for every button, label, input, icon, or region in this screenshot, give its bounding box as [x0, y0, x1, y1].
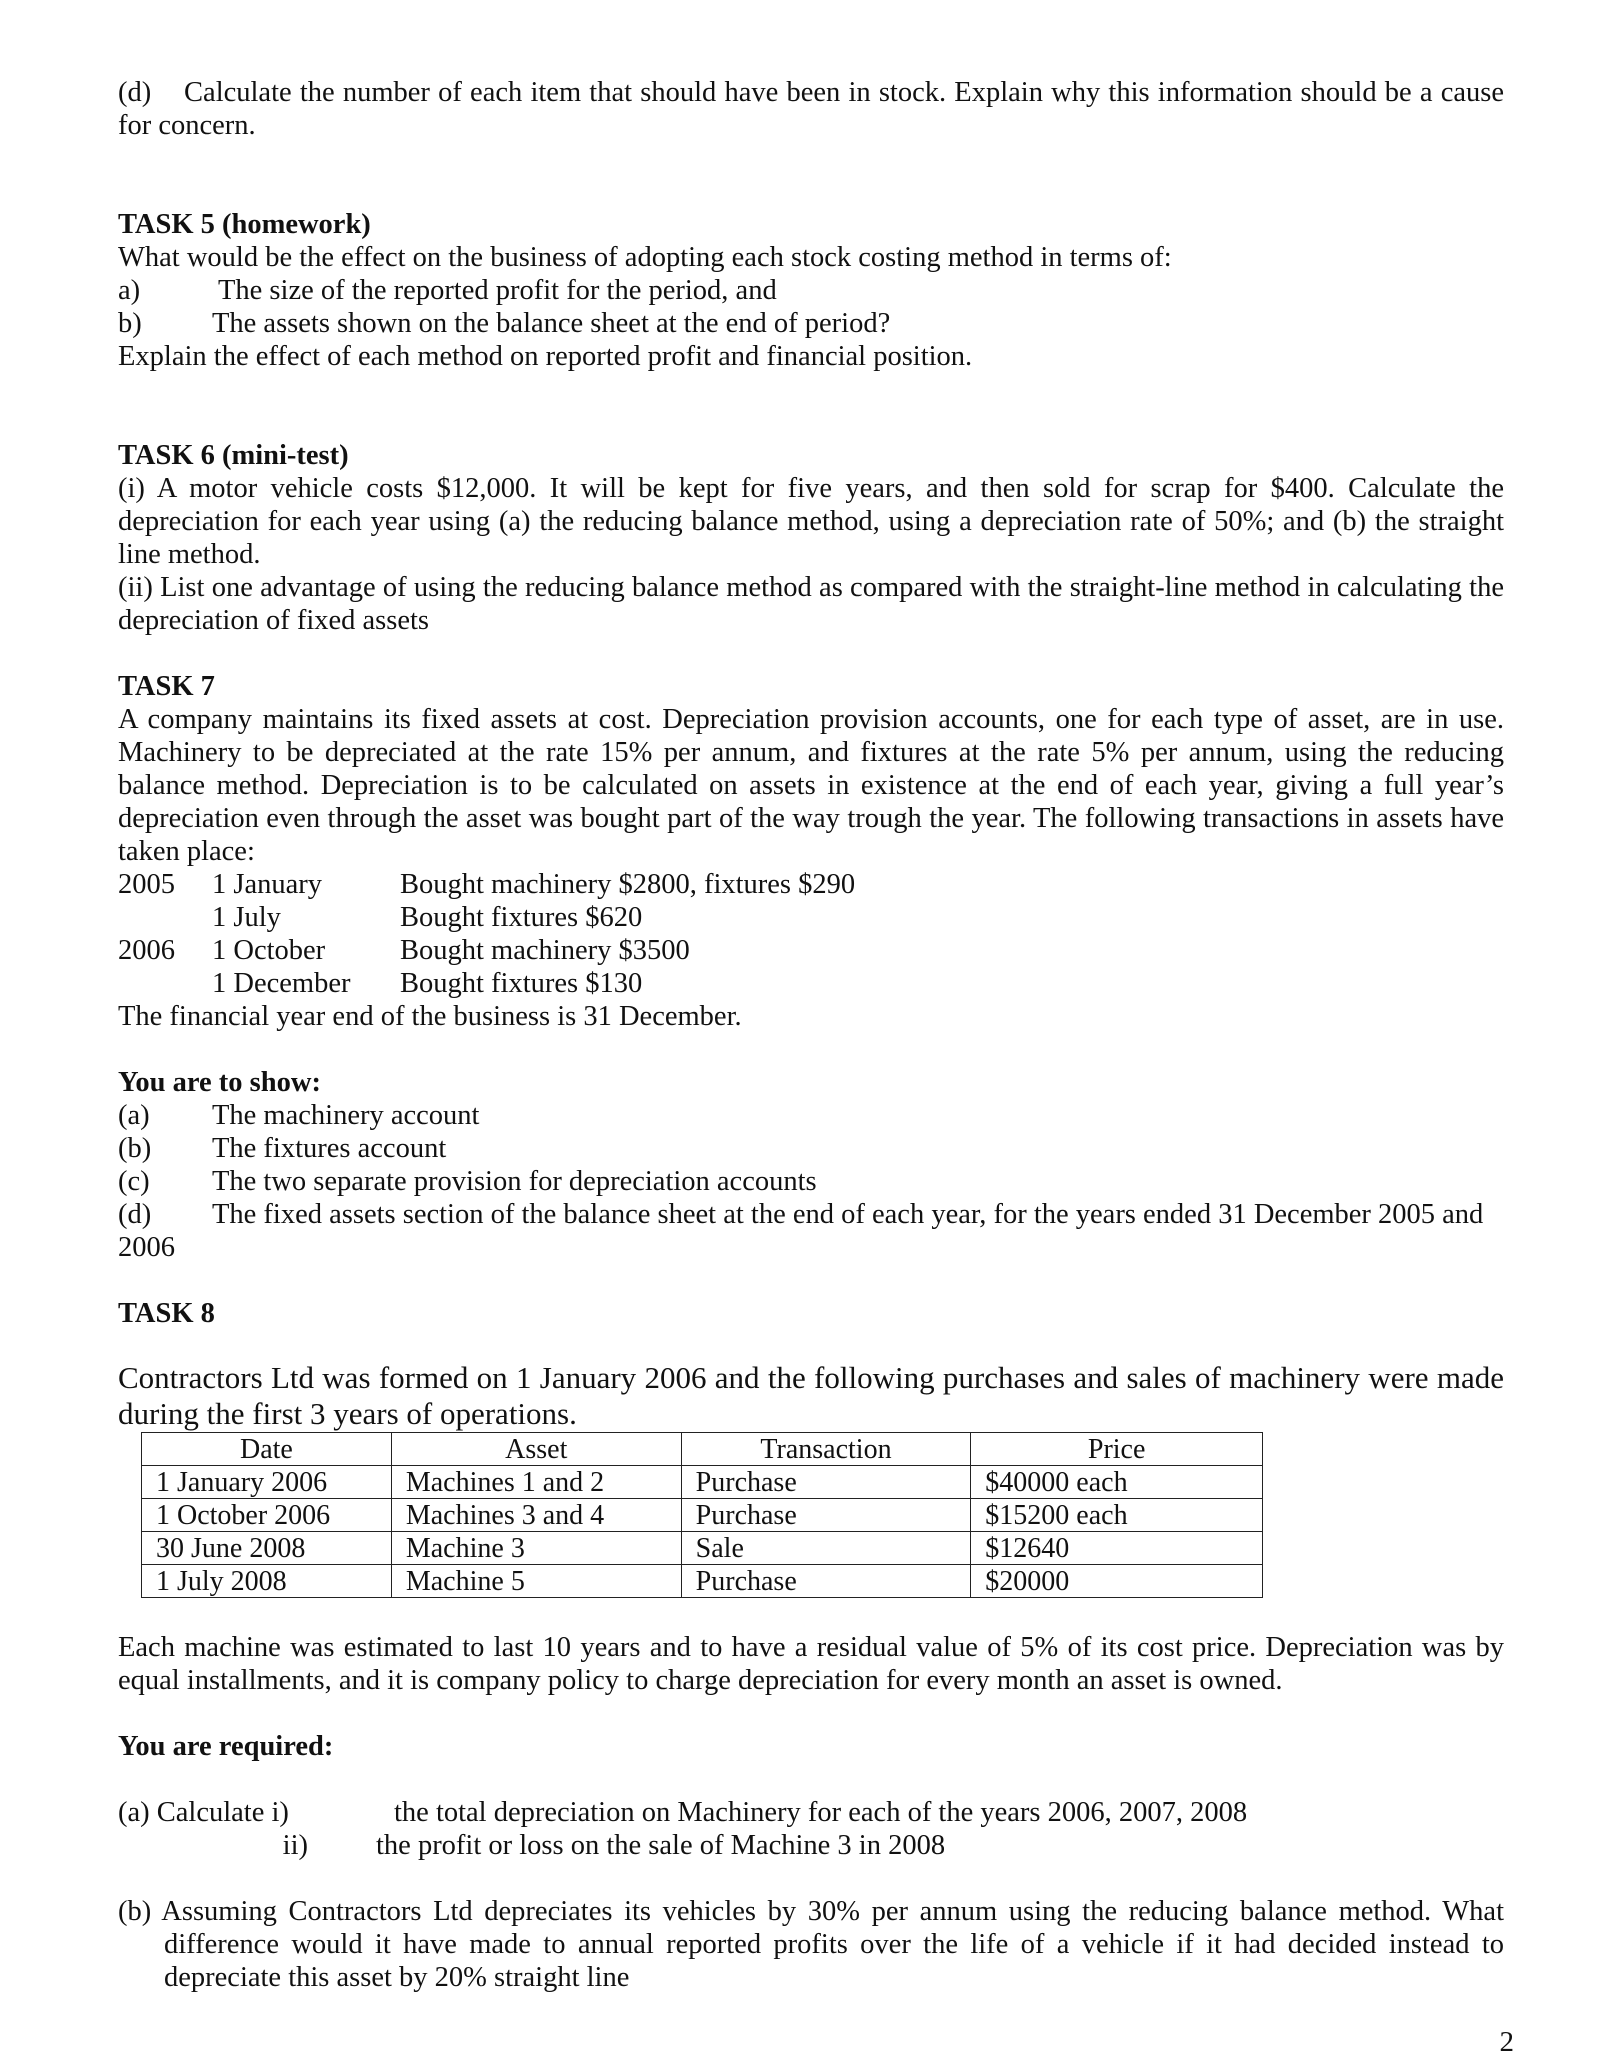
task6-part-i: (i) A motor vehicle costs $12,000. It will be kept for five years, and then sold for scrap for $400. Calculate the depreciation for each year using (a) the reducing balance method, using a depreciation rate of 50%; and (b) the straight line method.: [118, 473, 1504, 570]
table-cell: Machine 5: [391, 1565, 681, 1598]
table-header: Transaction: [681, 1433, 971, 1466]
transaction-desc: Bought machinery $2800, fixtures $290: [400, 869, 856, 900]
transaction-row: [118, 868, 1504, 901]
show-item-label: (b): [118, 1133, 152, 1164]
task8-intro: Contractors Ltd was formed on 1 January 2006 and the following purchases and sales of machinery were made during the first 3 years of operations.: [118, 1360, 1504, 1431]
table-cell: Purchase: [681, 1499, 971, 1532]
task5-heading: TASK 5 (homework): [118, 209, 371, 240]
show-item-text: The two separate provision for depreciation accounts: [212, 1166, 817, 1197]
task7-body: A company maintains its fixed assets at cost. Depreciation provision accounts, one for each type of asset, are in use. Machinery to be depreciated at the rate 15% per annum, and fixtures at the rate 5% per annum, using the reducing balance method. Depreciation is to be calculated on assets in existence at the end of each year, giving a full year’s depreciation even through the asset was bought part of the way trough the year. The following transactions in assets have taken place:: [118, 704, 1504, 867]
part-a-label: (a) Calculate i): [118, 1797, 289, 1828]
table-cell: 1 January 2006: [142, 1466, 392, 1499]
task8-part-b: (b) Assuming Contractors Ltd depreciates its vehicles by 30% per annum using the reducing balance method. What difference would it have made to annual reported profits over the life of a vehicle if it had decided instead to depreciate this asset by 20% straight line: [118, 1896, 1504, 1993]
table-cell: $12640: [971, 1532, 1263, 1565]
show-item-text: The machinery account: [212, 1100, 480, 1131]
table-header: Asset: [391, 1433, 681, 1466]
part-a-ii-text: the profit or loss on the sale of Machine 3 in 2008: [376, 1830, 946, 1861]
task5-item-b-text: The assets shown on the balance sheet at the end of period?: [212, 308, 891, 339]
transaction-row: [118, 934, 1504, 967]
part-a-i-text: the total depreciation on Machinery for each of the years 2006, 2007, 2008: [394, 1797, 1248, 1828]
task8-required-heading: You are required:: [118, 1731, 334, 1762]
table-header: Date: [142, 1433, 392, 1466]
transaction-desc: Bought machinery $3500: [400, 935, 690, 966]
task7-show-item: [118, 1132, 1504, 1165]
task8-part-a-i: [118, 1796, 1504, 1829]
table-row: [142, 1532, 1263, 1565]
task8-heading: TASK 8: [118, 1298, 215, 1329]
task5-outro: Explain the effect of each method on reported profit and financial position.: [118, 341, 973, 372]
table-cell: Purchase: [681, 1565, 971, 1598]
part-a-ii-label: ii): [282, 1830, 308, 1861]
table-cell: $40000 each: [971, 1466, 1263, 1499]
table-header: Price: [971, 1433, 1263, 1466]
table-cell: 1 October 2006: [142, 1499, 392, 1532]
table-cell: $15200 each: [971, 1499, 1263, 1532]
show-item-label: (d): [118, 1199, 152, 1230]
document-page: [118, 76, 1504, 1994]
table-cell: Purchase: [681, 1466, 971, 1499]
task5-intro: What would be the effect on the business of adopting each stock costing method in terms of:: [118, 242, 1172, 273]
table-row: [142, 1499, 1263, 1532]
show-item-label: (c): [118, 1166, 150, 1197]
task7-year-end: The financial year end of the business is 31 December.: [118, 1001, 742, 1032]
transaction-date: 1 January: [212, 869, 323, 900]
table-cell: Sale: [681, 1532, 971, 1565]
transaction-row: [118, 967, 1504, 1000]
table-cell: 1 July 2008: [142, 1565, 392, 1598]
transaction-year: 2005: [118, 869, 175, 900]
table-cell: Machines 3 and 4: [391, 1499, 681, 1532]
transaction-year: [118, 967, 212, 1000]
task5-item-a: [118, 274, 1504, 307]
task6-heading: TASK 6 (mini-test): [118, 440, 349, 471]
transaction-row: [118, 901, 1504, 934]
transaction-date: 1 December: [212, 968, 351, 999]
task5-item-b-label: b): [118, 308, 142, 339]
machinery-table: [141, 1432, 1263, 1598]
table-cell: Machines 1 and 2: [391, 1466, 681, 1499]
task4-part-d: [118, 76, 1504, 142]
task8-assumption: Each machine was estimated to last 10 years and to have a residual value of 5% of its cost price. Depreciation was by equal installments, and it is company policy to charge depreciation for every month an asset is owned.: [118, 1632, 1504, 1696]
task7-show-heading: You are to show:: [118, 1067, 321, 1098]
task7-transactions: [118, 868, 1504, 1000]
transaction-date: 1 July: [212, 902, 281, 933]
task7-show-item: [118, 1165, 1504, 1198]
table-cell: 30 June 2008: [142, 1532, 392, 1565]
show-item-label: (a): [118, 1100, 150, 1131]
task4-part-d-text: Calculate the number of each item that should have been in stock. Explain why this information should be a cause for concern.: [118, 77, 1504, 141]
transaction-date: 1 October: [212, 935, 326, 966]
task4-part-d-label: (d): [118, 77, 152, 108]
table-row: [142, 1565, 1263, 1598]
task5-item-a-text: The size of the reported profit for the period, and: [218, 275, 777, 306]
table-cell: $20000: [971, 1565, 1263, 1598]
page-number: 2: [1499, 2026, 1514, 2058]
transaction-year: [118, 901, 212, 934]
transaction-desc: Bought fixtures $130: [400, 968, 643, 999]
show-item-text: The fixtures account: [212, 1133, 447, 1164]
task5-item-b: [118, 307, 1504, 340]
table-header-row: [142, 1433, 1263, 1466]
task8-part-a-ii: [118, 1829, 1504, 1862]
task7-heading: TASK 7: [118, 671, 215, 702]
task5-item-a-label: a): [118, 275, 141, 306]
table-row: [142, 1466, 1263, 1499]
show-item-text: The fixed assets section of the balance sheet at the end of each year, for the years ended 31 December 2005 and: [212, 1199, 1484, 1230]
task6-part-ii: (ii) List one advantage of using the reducing balance method as compared with the straight-line method in calculating the depreciation of fixed assets: [118, 572, 1504, 636]
transaction-year: 2006: [118, 935, 175, 966]
task7-show-item: [118, 1099, 1504, 1132]
task7-show-item: [118, 1198, 1504, 1231]
transaction-desc: Bought fixtures $620: [400, 902, 643, 933]
table-cell: Machine 3: [391, 1532, 681, 1565]
task7-show-tail: 2006: [118, 1232, 175, 1263]
